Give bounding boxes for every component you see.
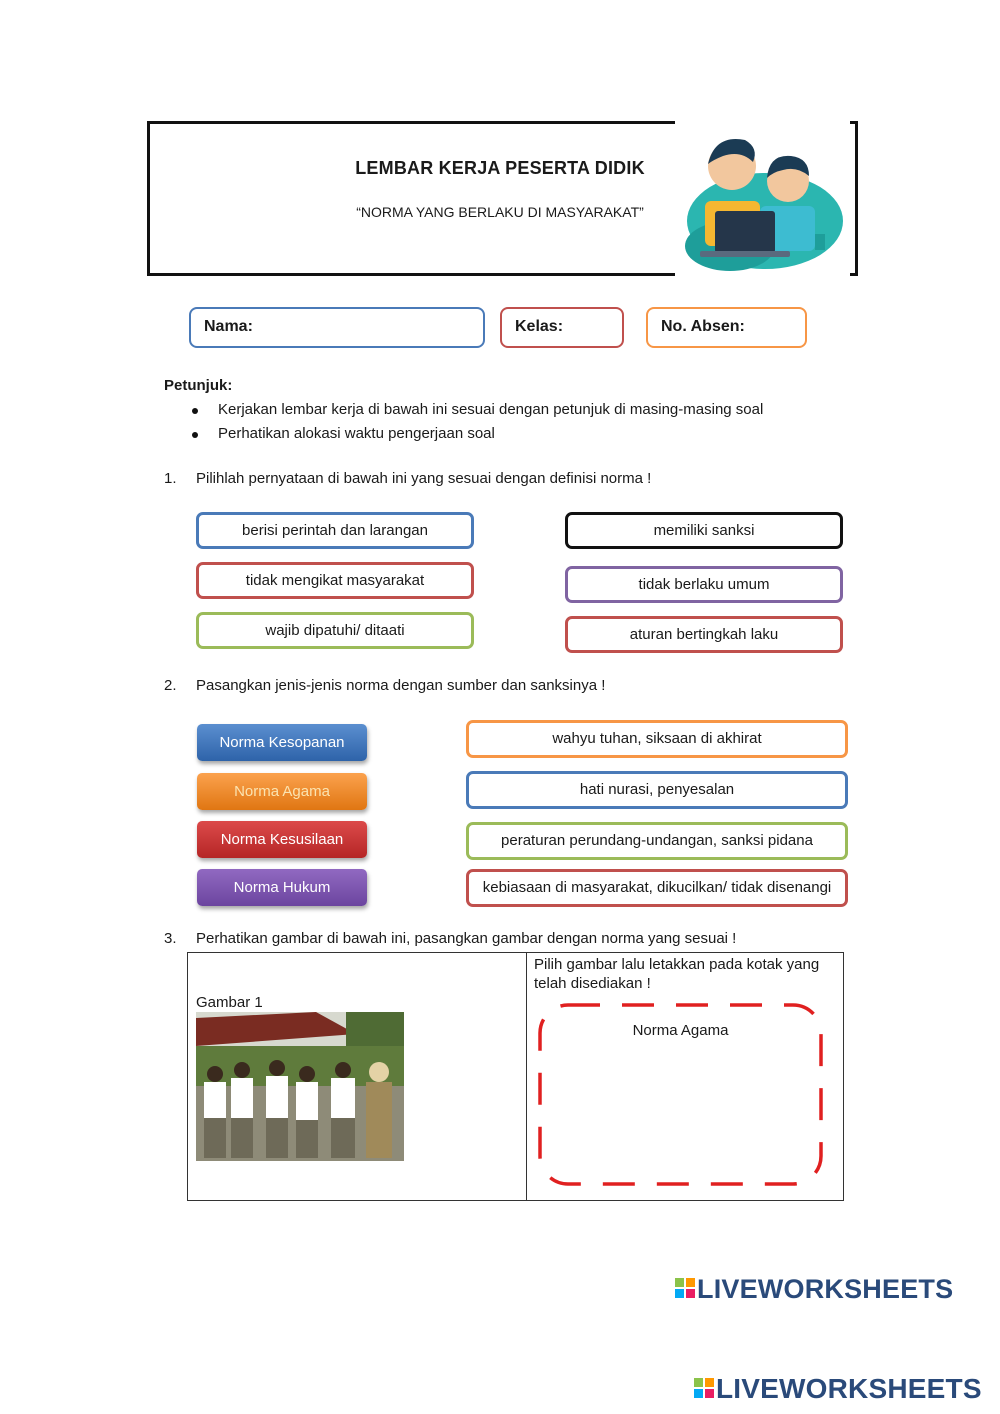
gambar-label: Gambar 1 — [196, 994, 263, 1011]
instructions-label: Petunjuk: — [164, 377, 233, 394]
q1-option[interactable]: berisi perintah dan larangan — [196, 512, 474, 549]
q1-option[interactable]: aturan bertingkah laku — [565, 616, 843, 653]
norm-agama-button[interactable]: Norma Agama — [197, 773, 367, 810]
page-title: LEMBAR KERJA PESERTA DIDIK — [355, 158, 645, 178]
kelas-field[interactable] — [500, 307, 624, 348]
nama-label: Nama: — [204, 318, 253, 335]
q1-option[interactable]: memiliki sanksi — [565, 512, 843, 549]
bullet-icon — [192, 408, 198, 414]
source-match-box[interactable]: peraturan perundang-undangan, sanksi pidana — [466, 822, 848, 860]
q2-number: 2. — [164, 677, 177, 694]
kelas-label: Kelas: — [515, 318, 564, 335]
nama-field[interactable] — [189, 307, 485, 348]
drop-zone-label: Norma Agama — [632, 1022, 729, 1039]
q1-option[interactable]: tidak berlaku umum — [565, 566, 843, 603]
source-match-box[interactable]: wahyu tuhan, siksaan di akhirat — [466, 720, 848, 758]
q3-text: Perhatikan gambar di bawah ini, pasangkan gambar dengan norma yang sesuai ! — [196, 930, 737, 947]
source-match-box[interactable]: hati nurasi, penyesalan — [466, 771, 848, 809]
absen-field[interactable] — [646, 307, 807, 348]
q1-option[interactable]: tidak mengikat masyarakat — [196, 562, 474, 599]
liveworksheets-logo-footer — [694, 1373, 982, 1405]
norm-kesusilaan-button[interactable]: Norma Kesusilaan — [197, 821, 367, 858]
gambar-1-photo[interactable] — [196, 1012, 404, 1161]
liveworksheets-logo-text: LIVEWORKSHEETS — [716, 1373, 982, 1404]
liveworksheets-logo — [675, 1274, 953, 1305]
norm-kesopanan-button[interactable]: Norma Kesopanan — [197, 724, 367, 761]
q1-option[interactable]: wajib dipatuhi/ ditaati — [196, 612, 474, 649]
instruction-item: Kerjakan lembar kerja di bawah ini sesuai dengan petunjuk di masing-masing soal — [218, 401, 764, 418]
bullet-icon — [192, 432, 198, 438]
q3-table-divider — [526, 952, 527, 1201]
instruction-item: Perhatikan alokasi waktu pengerjaan soal — [218, 425, 495, 442]
norm-hukum-button[interactable]: Norma Hukum — [197, 869, 367, 906]
q3-instruction: Pilih gambar lalu letakkan pada kotak yang telah disediakan ! — [534, 956, 820, 992]
liveworksheets-logo-text: LIVEWORKSHEETS — [697, 1274, 954, 1304]
students-laptop-illustration — [675, 126, 850, 276]
page-subtitle: “NORMA YANG BERLAKU DI MASYARAKAT” — [356, 204, 644, 220]
liveworksheets-logo-icon — [675, 1278, 695, 1298]
q3-number: 3. — [164, 930, 177, 947]
q1-text: Pilihlah pernyataan di bawah ini yang sesuai dengan definisi norma ! — [196, 470, 652, 487]
liveworksheets-logo-icon — [694, 1378, 714, 1398]
absen-label: No. Absen: — [661, 318, 745, 335]
q2-text: Pasangkan jenis-jenis norma dengan sumber dan sanksinya ! — [196, 677, 606, 694]
q1-number: 1. — [164, 470, 177, 487]
source-match-box[interactable]: kebiasaan di masyarakat, dikucilkan/ tidak disenangi — [466, 869, 848, 907]
